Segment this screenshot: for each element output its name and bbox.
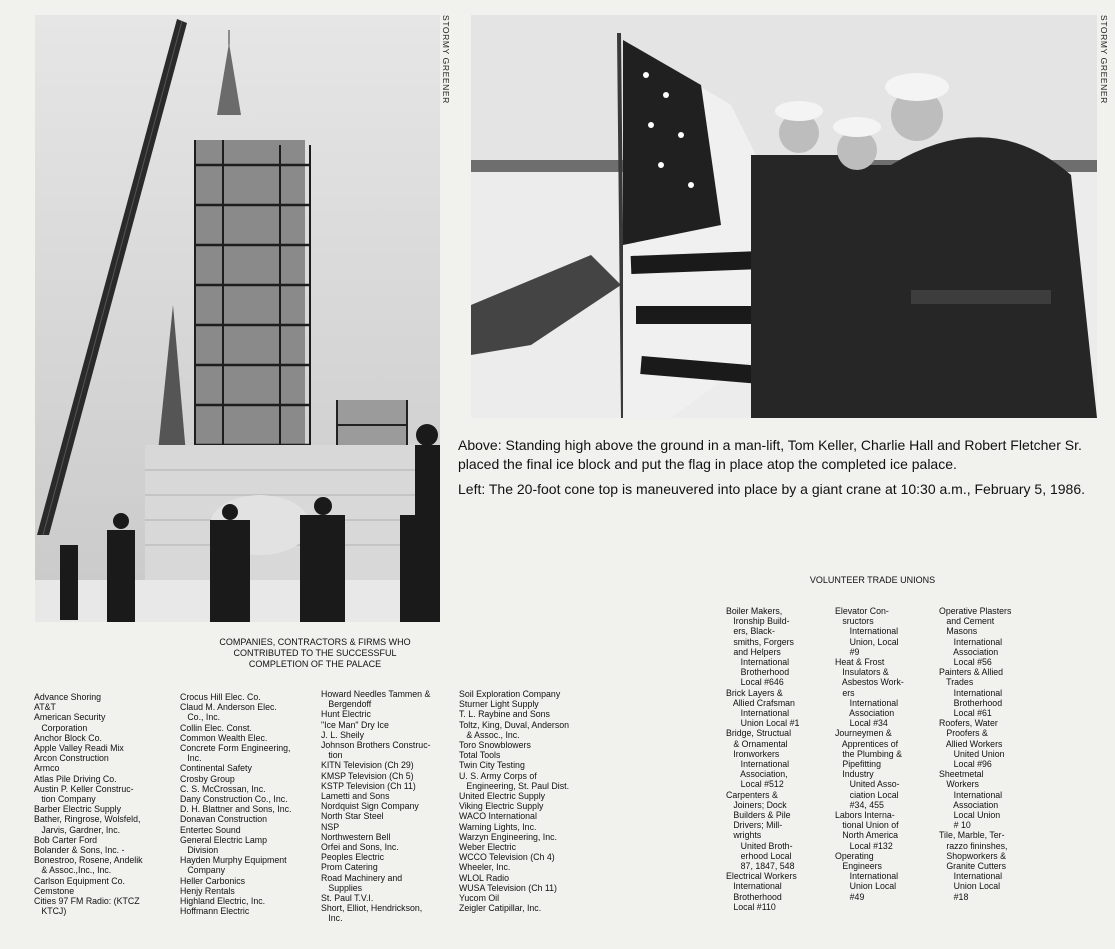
list-entry: Weber Electric xyxy=(459,842,517,853)
companies-column-1 xyxy=(34,692,179,916)
list-entry: Crosby Group xyxy=(180,773,235,784)
list-entry: General Electric Lamp xyxy=(180,834,268,845)
list-entry: Heat & Frost xyxy=(835,657,885,668)
list-entry: & Ornamental xyxy=(726,738,788,749)
list-entry: #34, 455 xyxy=(835,799,884,810)
list-entry: Warzyn Engineering, Inc. xyxy=(459,831,557,842)
list-entry: Claud M. Anderson Elec. xyxy=(180,702,277,713)
list-entry: Lametti and Sons xyxy=(321,791,390,802)
list-entry: Highland Electric, Inc. xyxy=(180,896,266,907)
list-entry: WACO International xyxy=(459,811,537,822)
list-entry: International xyxy=(939,636,1003,647)
list-entry: Brick Layers & xyxy=(726,687,783,698)
list-entry: KMSP Television (Ch 5) xyxy=(321,770,414,781)
list-entry: Supplies xyxy=(321,882,363,893)
list-entry: Roofers, Water xyxy=(939,718,998,729)
list-entry: 87, 1847, 548 xyxy=(726,861,795,872)
list-entry: Sturner Light Supply xyxy=(459,699,539,710)
list-entry: St. Paul T.V.I. xyxy=(321,893,374,904)
list-entry: Twin City Testing xyxy=(459,760,525,771)
unions-column-1 xyxy=(726,606,831,912)
list-entry: Trades xyxy=(939,677,974,688)
list-entry: Tile, Marble, Ter- xyxy=(939,830,1005,841)
list-entry: Northwestern Bell xyxy=(321,831,391,842)
list-entry: Electrical Workers xyxy=(726,871,797,882)
list-entry: Inc. xyxy=(180,753,202,764)
list-entry: #18 xyxy=(939,891,969,902)
list-entry: Granite Cutters xyxy=(939,861,1006,872)
list-entry: Division xyxy=(180,845,219,856)
list-entry: Donavan Construction xyxy=(180,814,268,825)
list-entry: Bridge, Structual xyxy=(726,728,792,739)
list-entry: #9 xyxy=(835,646,860,657)
list-entry: "Ice Man" Dry Ice xyxy=(321,719,389,730)
list-entry: International xyxy=(726,657,790,668)
list-entry: United Electric Supply xyxy=(459,791,546,802)
list-entry: tion xyxy=(321,750,343,761)
list-entry: Johnson Brothers Construc- xyxy=(321,740,431,751)
list-entry: Engineering, St. Paul Dist. xyxy=(459,780,570,791)
list-entry: Hayden Murphy Equipment xyxy=(180,855,287,866)
list-entry: Association xyxy=(939,646,999,657)
list-entry: Ironship Build- xyxy=(726,616,790,627)
list-entry: Association, xyxy=(726,769,788,780)
list-entry: Wheeler, Inc. xyxy=(459,862,511,873)
list-entry: Peoples Electric xyxy=(321,852,385,863)
list-entry: T. L. Raybine and Sons xyxy=(459,709,550,720)
list-entry: Bather, Ringrose, Wolsfeld, xyxy=(34,814,141,825)
list-entry: Common Wealth Elec. xyxy=(180,732,268,743)
list-entry: Short, Elliot, Hendrickson, xyxy=(321,903,423,914)
list-entry: U. S. Army Corps of xyxy=(459,770,537,781)
list-entry: Brotherhood xyxy=(939,697,1003,708)
list-entry: Shopworkers & xyxy=(939,850,1006,861)
list-entry: Allied Workers xyxy=(939,738,1003,749)
list-entry: Union, Local xyxy=(835,636,899,647)
list-entry: Bob Carter Ford xyxy=(34,834,98,845)
list-entry: Total Tools xyxy=(459,750,501,761)
list-entry: Local #110 xyxy=(726,901,776,912)
list-entry: KITN Television (Ch 29) xyxy=(321,760,414,771)
companies-column-3 xyxy=(321,689,459,924)
list-entry: & Assoc., Inc. xyxy=(459,729,520,740)
ice-palace-crane-photo xyxy=(35,15,440,622)
list-entry: Henjy Rentals xyxy=(180,885,235,896)
list-entry: Viking Electric Supply xyxy=(459,801,544,812)
companies-heading: COMPANIES, CONTRACTORS & FIRMS WHO CONTRIBUTED TO THE SUCCESSFUL COMPLETION OF THE PALACE xyxy=(219,637,411,669)
photo-credit-right: STORMY GREENER xyxy=(1099,15,1109,104)
list-entry: Local #34 xyxy=(835,718,888,729)
list-entry: Prom Catering xyxy=(321,862,378,873)
list-entry: ers xyxy=(835,687,855,698)
list-entry: Asbestos Work- xyxy=(835,677,904,688)
list-entry: United Union xyxy=(939,748,1005,759)
list-entry: Company xyxy=(180,865,225,876)
list-entry: razzo fininshes, xyxy=(939,840,1008,851)
list-entry: & Assoc.,Inc., Inc. xyxy=(34,865,112,876)
list-entry: International xyxy=(939,789,1003,800)
list-entry: International xyxy=(835,697,899,708)
list-entry: Operating xyxy=(835,850,874,861)
list-entry: American Security xyxy=(34,712,106,723)
list-entry: tion Company xyxy=(34,794,96,805)
list-entry: Yucom Oil xyxy=(459,893,500,904)
list-entry: Cemstone xyxy=(34,885,75,896)
photo-credit-left: STORMY GREENER xyxy=(441,15,451,104)
list-entry: Nordquist Sign Company xyxy=(321,801,419,812)
list-entry: # 10 xyxy=(939,820,971,831)
list-entry: Boiler Makers, xyxy=(726,606,783,616)
list-entry: erhood Local xyxy=(726,850,792,861)
unions-heading: VOLUNTEER TRADE UNIONS xyxy=(809,575,936,585)
list-entry: Apple Valley Readi Mix xyxy=(34,743,124,754)
list-entry: Elevator Con- xyxy=(835,606,889,616)
list-entry: Union Local #1 xyxy=(726,718,800,729)
list-entry: Howard Needles Tammen & xyxy=(321,689,431,699)
list-entry: AT&T xyxy=(34,702,56,713)
list-entry: KTCJ) xyxy=(34,906,67,917)
list-entry: NSP xyxy=(321,821,340,832)
list-entry: Joiners; Dock xyxy=(726,799,787,810)
list-entry: and Cement xyxy=(939,616,995,627)
list-entry: Inc. xyxy=(321,913,343,924)
list-entry: C. S. McCrossan, Inc. xyxy=(180,783,266,794)
list-entry: Crocus Hill Elec. Co. xyxy=(180,692,261,702)
list-entry: Bonestroo, Rosene, Andelik xyxy=(34,855,143,866)
unions-column-3 xyxy=(939,606,1049,902)
companies-column-2 xyxy=(180,692,320,916)
list-entry: United Asso- xyxy=(835,779,900,790)
list-entry: Builders & Pile xyxy=(726,810,791,821)
list-entry: Local #56 xyxy=(939,657,992,668)
list-entry: International xyxy=(726,759,790,770)
list-entry: Association xyxy=(939,799,999,810)
list-entry: sructors xyxy=(835,616,874,627)
list-entry: Carlson Equipment Co. xyxy=(34,875,125,886)
list-entry: Cities 97 FM Radio: (KTCZ xyxy=(34,896,140,907)
list-entry: WLOL Radio xyxy=(459,872,510,883)
list-entry: Local #61 xyxy=(939,708,992,719)
list-entry: Ironworkers xyxy=(726,748,780,759)
list-entry: Sheetmetal xyxy=(939,769,984,780)
list-entry: Dany Construction Co., Inc. xyxy=(180,794,288,805)
list-entry: Industry xyxy=(835,769,874,780)
list-entry: Union Local xyxy=(939,881,1001,892)
list-entry: Brotherhood xyxy=(726,667,790,678)
list-entry: Workers xyxy=(939,779,979,790)
list-entry: Hunt Electric xyxy=(321,709,371,720)
list-entry: WCCO Television (Ch 4) xyxy=(459,852,555,863)
list-entry: ciation Local xyxy=(835,789,899,800)
list-entry: International xyxy=(835,626,899,637)
list-entry: Jarvis, Gardner, Inc. xyxy=(34,824,121,835)
list-entry: North Star Steel xyxy=(321,811,384,822)
list-entry: North America xyxy=(835,830,899,841)
list-entry: J. L. Sheily xyxy=(321,729,365,740)
companies-column-4 xyxy=(459,689,599,913)
list-entry: Local #132 xyxy=(835,840,893,851)
list-entry: wrights xyxy=(726,830,762,841)
list-entry: Carpenters & xyxy=(726,789,778,800)
list-entry: Heller Carbonics xyxy=(180,875,246,886)
list-entry: KSTP Television (Ch 11) xyxy=(321,780,416,791)
list-entry: and Helpers xyxy=(726,646,781,657)
list-entry: Orfei and Sons, Inc. xyxy=(321,842,399,853)
photo-captions xyxy=(458,436,1106,505)
list-entry: Anchor Block Co. xyxy=(34,732,102,743)
list-entry: Association xyxy=(835,708,895,719)
list-entry: Allied Crafsman xyxy=(726,697,795,708)
list-entry: Arcon Construction xyxy=(34,753,109,764)
list-entry: Toro Snowblowers xyxy=(459,740,531,751)
list-entry: Drivers; Mill- xyxy=(726,820,783,831)
list-entry: International xyxy=(939,687,1003,698)
list-entry: Barber Electric Supply xyxy=(34,804,122,815)
list-entry: International xyxy=(939,871,1003,882)
list-entry: Co., Inc. xyxy=(180,712,221,723)
caption-left: Left: The 20-foot cone top is maneuvered into place by a giant crane at 10:30 a.m., February 5, 1986. xyxy=(458,481,1086,497)
list-entry: D. H. Blattner and Sons, Inc. xyxy=(180,804,292,815)
list-entry: Austin P. Keller Construc- xyxy=(34,783,134,794)
list-entry: Brotherhood xyxy=(726,891,782,902)
list-entry: Painters & Allied xyxy=(939,667,1004,678)
list-entry: Pipefitting xyxy=(835,759,881,770)
list-entry: tional Union of xyxy=(835,820,899,831)
list-entry: Local Union xyxy=(939,810,1001,821)
list-entry: Engineers xyxy=(835,861,882,872)
list-entry: Advance Shoring xyxy=(34,692,101,702)
list-entry: Concrete Form Engineering, xyxy=(180,743,291,754)
list-entry: Journeymen & xyxy=(835,728,892,739)
caption-above: Above: Standing high above the ground in a man-lift, Tom Keller, Charlie Hall and Robert Fletcher Sr. placed the final ice block and put the flag in place atop the completed ice palace. xyxy=(458,437,1082,472)
list-entry: Local #512 xyxy=(726,779,784,790)
list-entry: Insulators & xyxy=(835,667,889,678)
unions-column-2 xyxy=(835,606,935,902)
list-entry: United Broth- xyxy=(726,840,793,851)
list-entry: Proofers & xyxy=(939,728,988,739)
list-entry: Toltz, King, Duval, Anderson xyxy=(459,719,570,730)
list-entry: smiths, Forgers xyxy=(726,636,794,647)
list-entry: Local #646 xyxy=(726,677,784,688)
list-entry: Atlas Pile Driving Co. xyxy=(34,773,117,784)
list-entry: Corporation xyxy=(34,722,88,733)
list-entry: Bolander & Sons, Inc. - xyxy=(34,845,125,856)
list-entry: ers, Black- xyxy=(726,626,775,637)
list-entry: Labors Interna- xyxy=(835,810,895,821)
list-entry: Warning Lights, Inc. xyxy=(459,821,537,832)
list-entry: Armco xyxy=(34,763,60,774)
list-entry: International xyxy=(835,871,899,882)
list-entry: Apprentices of xyxy=(835,738,899,749)
list-entry: International xyxy=(726,708,790,719)
list-entry: Masons xyxy=(939,626,978,637)
list-entry: Entertec Sound xyxy=(180,824,241,835)
list-entry: the Plumbing & xyxy=(835,748,902,759)
list-entry: Bergendoff xyxy=(321,699,372,710)
list-entry: Soil Exploration Company xyxy=(459,689,561,699)
list-entry: Union Local xyxy=(835,881,897,892)
flag-raising-photo xyxy=(471,15,1097,418)
list-entry: Local #96 xyxy=(939,759,992,770)
list-entry: International xyxy=(726,881,782,892)
list-entry: Road Machinery and xyxy=(321,872,403,883)
list-entry: Zeigler Catipillar, Inc. xyxy=(459,903,542,914)
list-entry: #49 xyxy=(835,891,865,902)
list-entry: Collin Elec. Const. xyxy=(180,722,252,733)
list-entry: WUSA Television (Ch 11) xyxy=(459,882,557,893)
list-entry: Continental Safety xyxy=(180,763,252,774)
list-entry: Operative Plasters xyxy=(939,606,1012,616)
list-entry: Hoffmann Electric xyxy=(180,906,250,917)
